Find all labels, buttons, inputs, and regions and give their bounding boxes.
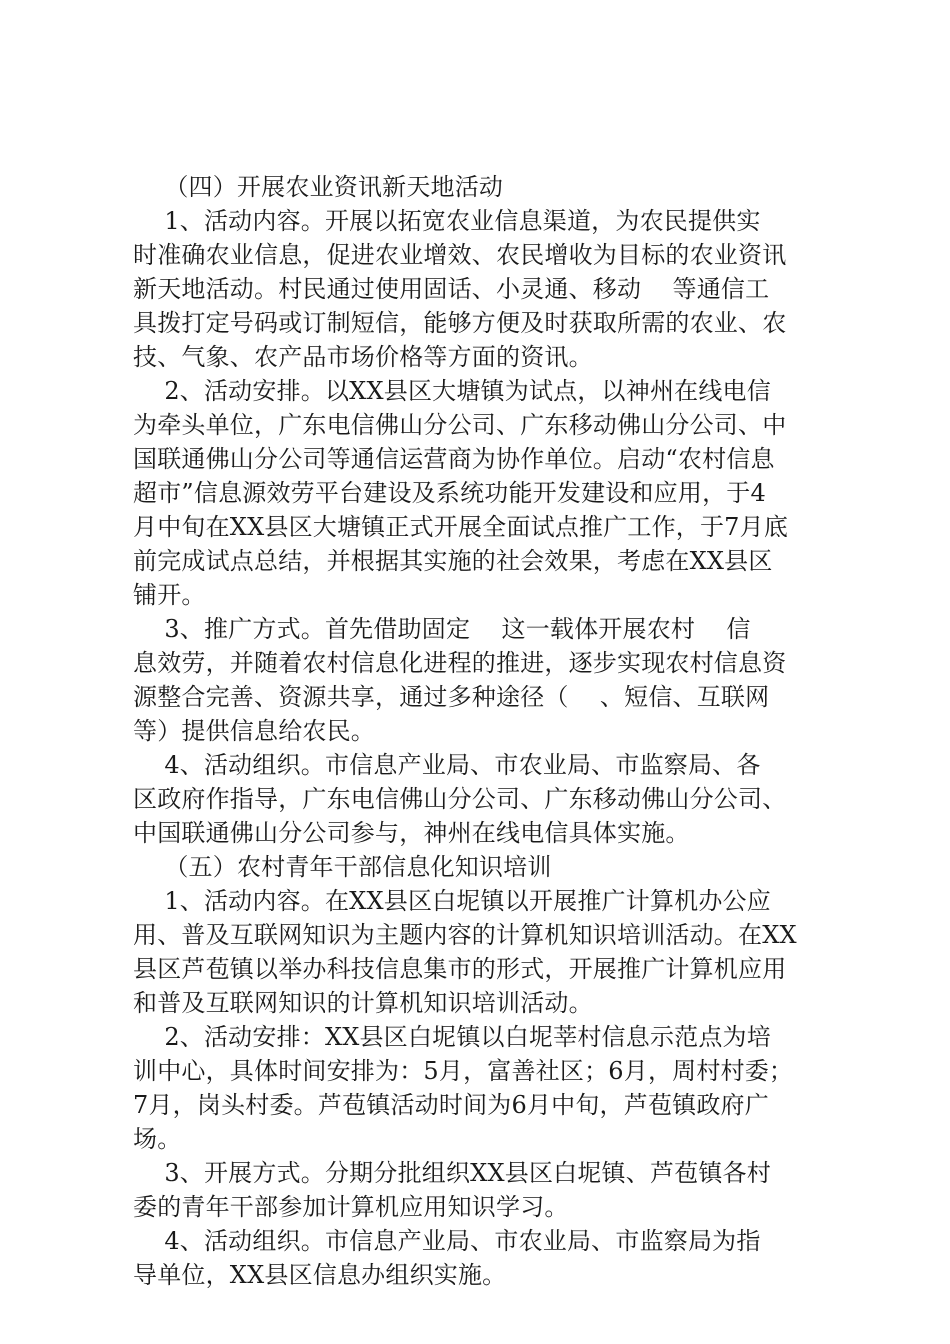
paragraph-line: 1、活动内容。在XX县区白坭镇以开展推广计算机办公应 [133, 887, 771, 915]
document-body [133, 170, 833, 1292]
paragraph-line: 3、推广方式。首先借助固定 这一载体开展农村 信 [133, 615, 751, 643]
paragraph-line: 息效劳，并随着农村信息化进程的推进，逐步实现农村信息资 [133, 649, 787, 677]
paragraph-line: 前完成试点总结，并根据其实施的社会效果，考虑在XX县区 [133, 547, 773, 575]
paragraph-line: 4、活动组织。市信息产业局、市农业局、市监察局、各 [133, 751, 761, 779]
paragraph-line: 1、活动内容。开展以拓宽农业信息渠道，为农民提供实 [133, 207, 761, 235]
paragraph-line: 为牵头单位，广东电信佛山分公司、广东移动佛山分公司、中 [133, 411, 787, 439]
paragraph-line: 2、活动安排。以XX县区大塘镇为试点，以神州在线电信 [133, 377, 771, 405]
paragraph-line: 区政府作指导，广东电信佛山分公司、广东移动佛山分公司、 [133, 785, 787, 813]
paragraph-line: 7月，岗头村委。芦苞镇活动时间为6月中旬，芦苞镇政府广 [133, 1091, 769, 1119]
paragraph-line: 训中心，具体时间安排为：5月，富善社区；6月，周村村委； [133, 1057, 794, 1085]
paragraph-line: 月中旬在XX县区大塘镇正式开展全面试点推广工作，于7月底 [133, 513, 789, 541]
paragraph-line: 具拨打定号码或订制短信，能够方便及时获取所需的农业、农 [133, 309, 787, 337]
paragraph-line: 等）提供信息给农民。 [133, 717, 375, 745]
paragraph-line: 中国联通佛山分公司参与，神州在线电信具体实施。 [133, 819, 690, 847]
heading-section-4: （四）开展农业资讯新天地活动 [133, 173, 504, 201]
paragraph-line: 县区芦苞镇以举办科技信息集市的形式，开展推广计算机应用 [133, 955, 787, 983]
paragraph-line: 源整合完善、资源共享，通过多种途径（ 、短信、互联网 [133, 683, 770, 711]
paragraph-line: 超市”信息源效劳平台建设及系统功能开发建设和应用，于4 [133, 479, 766, 507]
paragraph-line: 4、活动组织。市信息产业局、市农业局、市监察局为指 [133, 1227, 761, 1255]
paragraph-line: 技、气象、农产品市场价格等方面的资讯。 [133, 343, 593, 371]
paragraph-line: 导单位，XX县区信息办组织实施。 [133, 1261, 507, 1289]
heading-section-5: （五）农村青年干部信息化知识培训 [133, 853, 552, 881]
paragraph-line: 委的青年干部参加计算机应用知识学习。 [133, 1193, 569, 1221]
paragraph-line: 新天地活动。村民通过使用固话、小灵通、移动 等通信工 [133, 275, 770, 303]
paragraph-line: 国联通佛山分公司等通信运营商为协作单位。启动“农村信息 [133, 445, 775, 473]
paragraph-line: 和普及互联网知识的计算机知识培训活动。 [133, 989, 593, 1017]
paragraph-line: 场。 [133, 1125, 182, 1153]
paragraph-line: 3、开展方式。分期分批组织XX县区白坭镇、芦苞镇各村 [133, 1159, 771, 1187]
paragraph-line: 2、活动安排：XX县区白坭镇以白坭莘村信息示范点为培 [133, 1023, 771, 1051]
paragraph-line: 用、普及互联网知识为主题内容的计算机知识培训活动。在XX [133, 921, 797, 949]
paragraph-line: 时准确农业信息，促进农业增效、农民增收为目标的农业资讯 [133, 241, 787, 269]
paragraph-line: 铺开。 [133, 581, 206, 609]
